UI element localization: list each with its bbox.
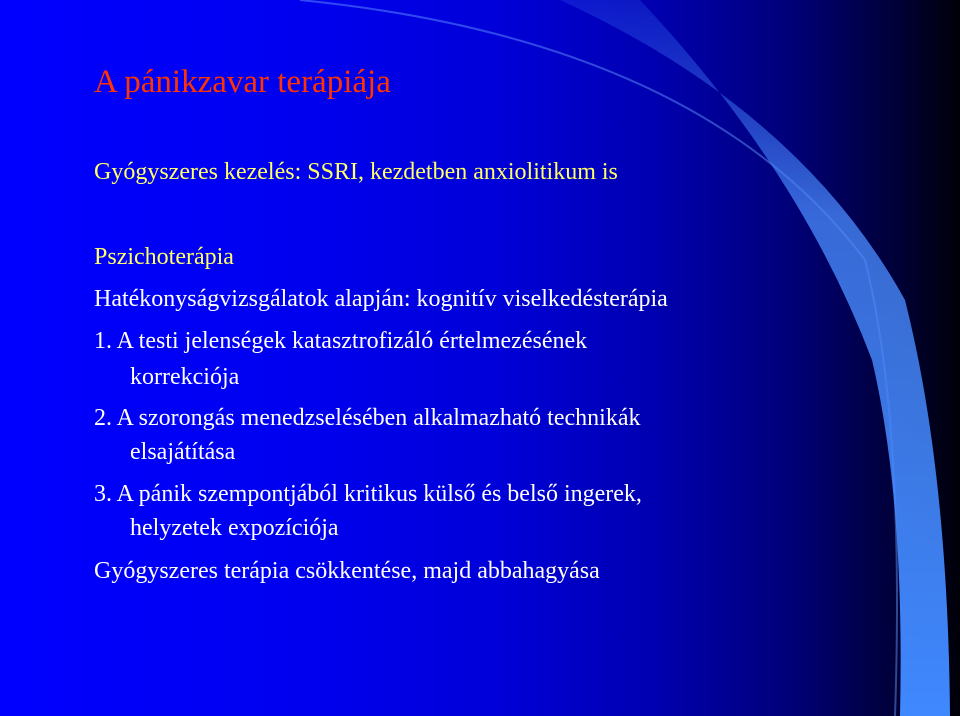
- line-medication: Gyógyszeres kezelés: SSRI, kezdetben anxiolitikum is: [94, 159, 618, 185]
- line-tapering: Gyógyszeres terápia csökkentése, majd abbahagyása: [94, 558, 600, 584]
- list-item-3-line-2: helyzetek expozíciója: [130, 515, 339, 541]
- list-item-2-line-1: 2. A szorongás menedzselésében alkalmazható technikák: [94, 405, 641, 431]
- swoosh-band: [560, 0, 950, 716]
- line-effectiveness: Hatékonyságvizsgálatok alapján: kognitív viselkedésterápia: [94, 286, 668, 312]
- slide-title: A pánikzavar terápiája: [94, 64, 391, 100]
- list-item-2-line-2: elsajátítása: [130, 439, 236, 465]
- line-psychotherapy: Pszichoterápia: [94, 244, 234, 270]
- list-item-1-line-2: korrekciója: [130, 364, 240, 390]
- list-item-1-line-1: 1. A testi jelenségek katasztrofizáló értelmezésének: [94, 328, 588, 354]
- list-item-3-line-1: 3. A pánik szempontjából kritikus külső és belső ingerek,: [94, 481, 642, 507]
- swoosh-thin-curve: [300, 0, 897, 716]
